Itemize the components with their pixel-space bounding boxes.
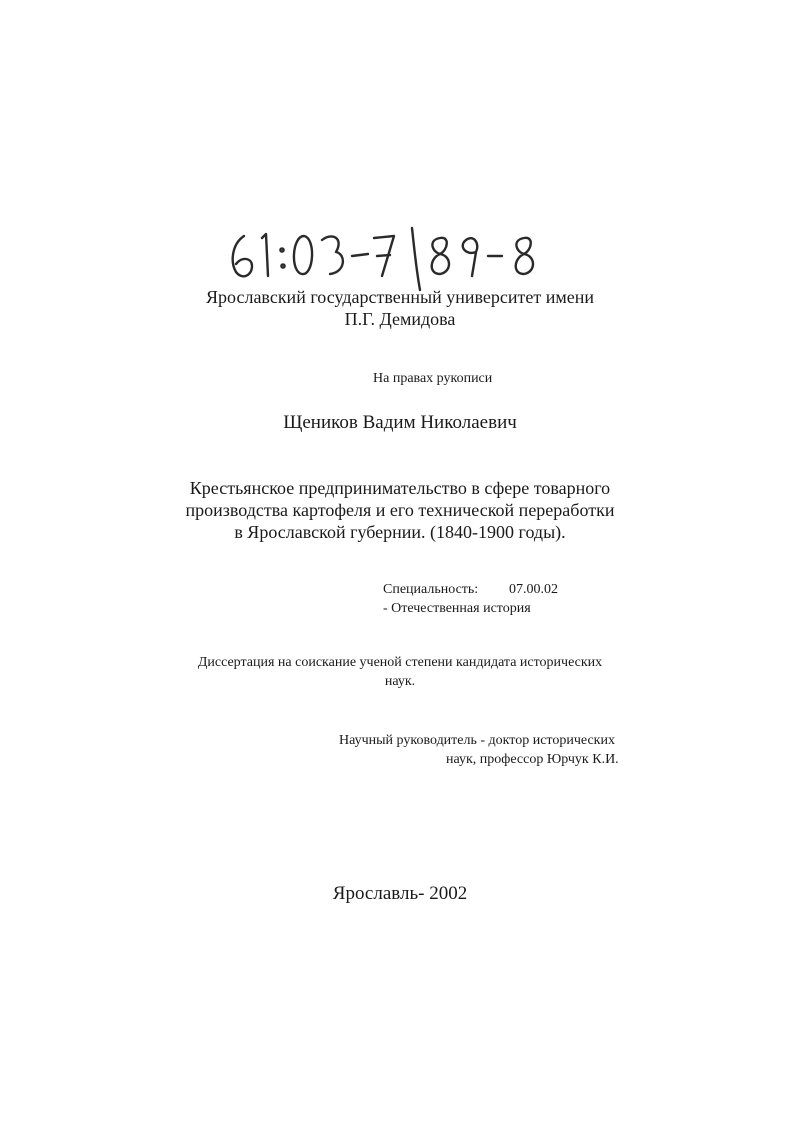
handwritten-catalog-number — [222, 222, 552, 292]
author-name: Щеников Вадим Николаевич — [283, 412, 517, 433]
thesis-title-line3: в Ярославской губернии. (1840-1900 годы). — [234, 522, 566, 542]
university-name-line1: Ярославский государственный университет имени — [206, 287, 594, 307]
manuscript-rights-note: На правах рукописи — [373, 371, 493, 386]
city-year: Ярославль- 2002 — [332, 883, 468, 904]
thesis-title-line1: Крестьянское предпринимательство в сфере товарного — [189, 478, 611, 498]
specialty-code: 07.00.02 — [509, 582, 558, 597]
advisor-line2: наук, профессор Юрчук К.И. — [446, 752, 619, 767]
university-name-line2: П.Г. Демидова — [344, 309, 456, 329]
dissertation-statement-line1: Диссертация на соискание ученой степени кандидата исторических — [197, 655, 603, 670]
specialty-name: - Отечественная история — [383, 601, 531, 616]
thesis-title-line2: производства картофеля и его технической переработки — [185, 500, 615, 520]
advisor-line1: Научный руководитель - доктор исторических — [339, 733, 615, 748]
dissertation-statement-line2: наук. — [384, 674, 416, 689]
specialty-label: Специальность: — [383, 582, 479, 597]
